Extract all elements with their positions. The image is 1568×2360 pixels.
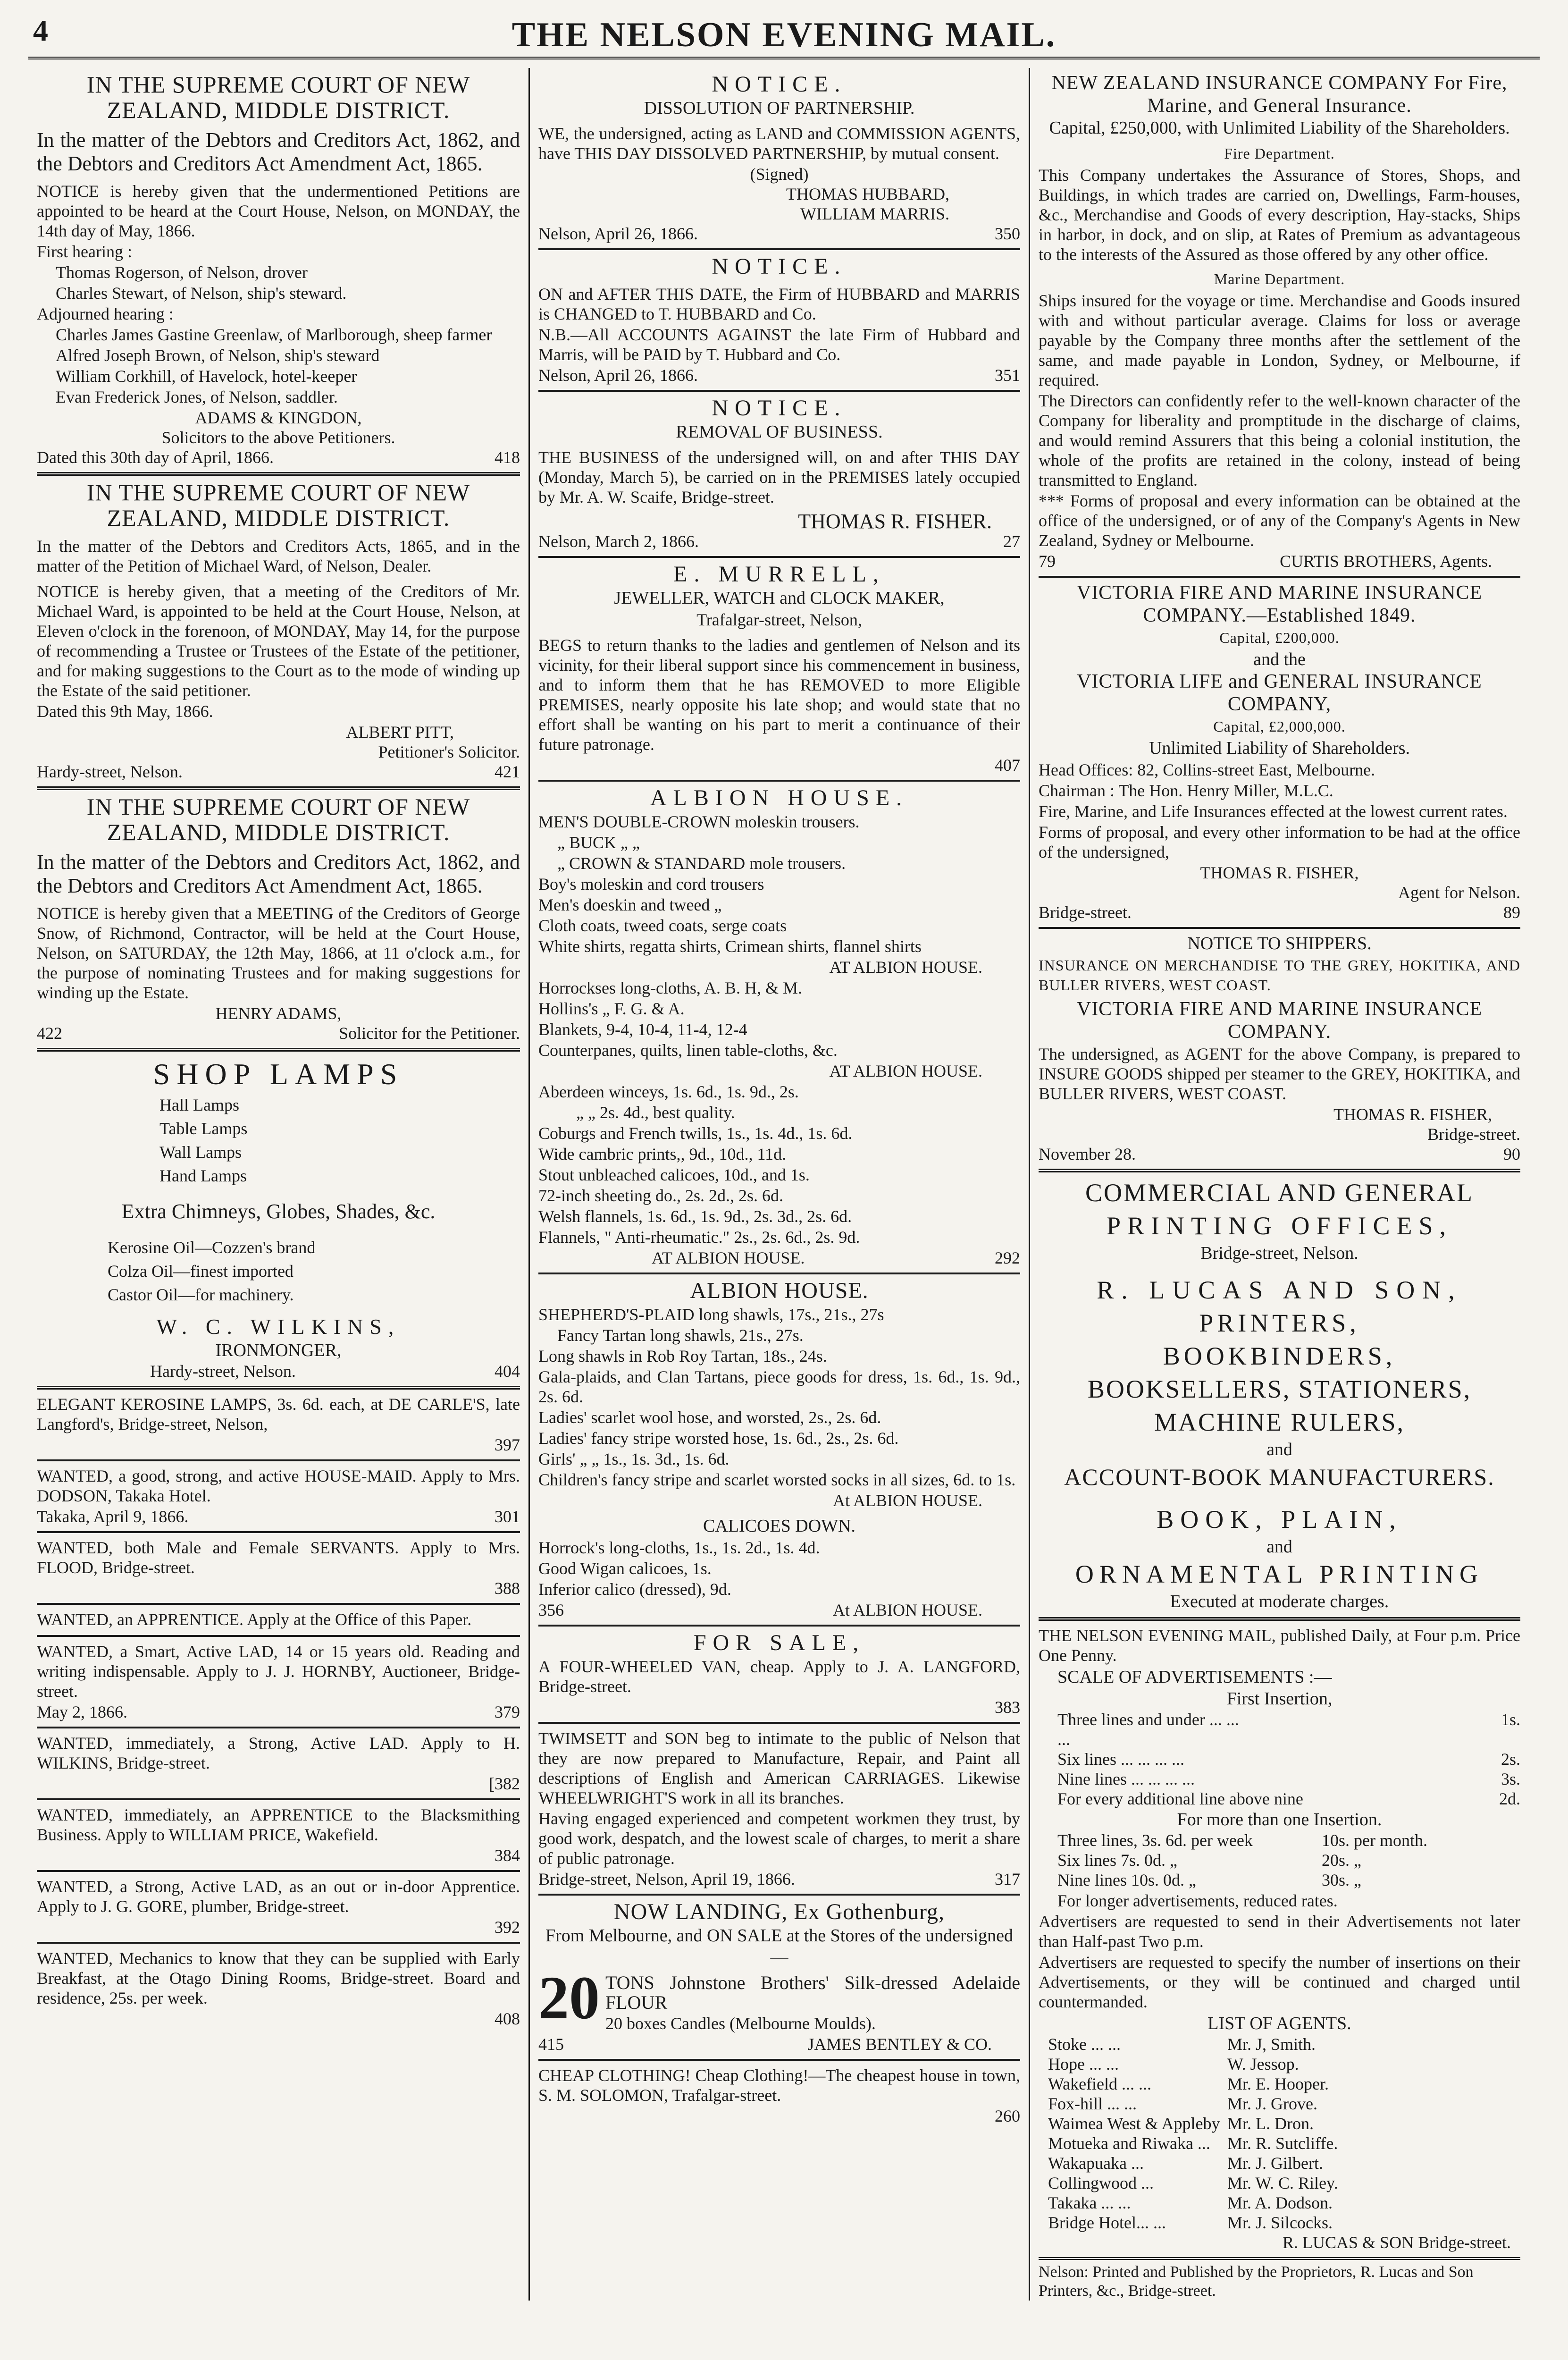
scale-heading: SCALE OF ADVERTISEMENTS :—	[1057, 1667, 1332, 1687]
wanted-ad	[37, 1872, 520, 1944]
list-item: „ BUCK „ „	[557, 833, 640, 852]
list-item: Ladies' scarlet wool hose, and worsted, 2s., 2s. 6d.	[538, 1408, 881, 1427]
list-item: White shirts, regatta shirts, Crimean shirts, flannel shirts	[538, 937, 922, 956]
big-number: 20	[538, 1972, 600, 2032]
ad-number: 89	[1503, 903, 1520, 922]
list-item: Cloth coats, tweed coats, serge coats	[538, 916, 787, 935]
ad-date: November 28.	[1039, 1145, 1136, 1163]
ad-text: Forms of proposal, and every other information to be had at the office of the undersigned,	[1039, 823, 1520, 861]
ad-subheading: INSURANCE ON MERCHANDISE TO THE GREY, HOKITIKA, AND BULLER RIVERS, WEST COAST.	[1039, 957, 1520, 994]
column-1	[28, 68, 528, 2301]
rate-value: 3s.	[1501, 1770, 1520, 1788]
head-offices: Head Offices: 82, Collins-street East, Melbourne.	[1039, 760, 1375, 779]
albion-house-ad-1	[538, 782, 1020, 1274]
rate-value: 20s. „	[1322, 1851, 1361, 1870]
ad-text: The undersigned, as AGENT for the above Company, is prepared to INSURE GOODS shipped per steamer to the GREY, HOKITIKA, and BULLER RIVERS, WEST COAST.	[1039, 1045, 1520, 1103]
list-item: Good Wigan calicoes, 1s.	[538, 1559, 712, 1578]
list-item: Counterpanes, quilts, linen table-cloths, &c.	[538, 1041, 838, 1060]
list-item: Flannels, " Anti-rheumatic." 2s., 2s. 6d., 2s. 9d.	[538, 1228, 860, 1247]
ad-number: 301	[495, 1507, 520, 1526]
list-item: Men's doeskin and tweed „	[538, 895, 722, 914]
printing-note: Executed at moderate charges.	[1170, 1592, 1389, 1611]
ad-heading: IN THE SUPREME COURT OF NEW ZEALAND, MIDDLE DISTRICT.	[86, 793, 470, 845]
ad-matter: In the matter of the Debtors and Creditors Act, 1862, and the Debtors and Creditors Act Amendment Act, 1865.	[37, 851, 520, 897]
agent-place: Hope ... ...	[1048, 2055, 1119, 2073]
ad-number: 292	[995, 1248, 1020, 1267]
agent-name: Mr. J. Grove.	[1227, 2094, 1317, 2113]
ad-heading: VICTORIA FIRE AND MARINE INSURANCE COMPANY.—Established 1849.	[1076, 582, 1483, 626]
printing-line: COMMERCIAL AND GENERAL	[1085, 1179, 1474, 1207]
printing-line: PRINTING OFFICES,	[1106, 1212, 1453, 1240]
first-insertion: First Insertion,	[1226, 1689, 1333, 1709]
agent-name: Mr. R. Sutcliffe.	[1227, 2134, 1338, 2153]
ad-capital: Capital, £2,000,000.	[1213, 718, 1346, 735]
wanted-ad	[37, 1944, 520, 2033]
list-item: Girls' „ „ 1s., 1s. 3d., 1s. 6d.	[538, 1450, 729, 1468]
list-item: Gala-plaids, and Clan Tartans, piece goods for dress, 1s. 6d., 1s. 9d., 2s. 6d.	[538, 1367, 1020, 1406]
imprint: Nelson: Printed and Published by the Proprietors, R. Lucas and Son Printers, &c., Bridge-street.	[1039, 2257, 1520, 2301]
ad-number: 408	[495, 2009, 520, 2028]
list-item: Colza Oil—finest imported	[108, 1262, 293, 1281]
at-albion-house: AT ALBION HOUSE.	[829, 1062, 982, 1080]
printing-line: ORNAMENTAL PRINTING	[1075, 1560, 1484, 1588]
firm-change-notice	[538, 250, 1020, 392]
shop-lamps-ad	[37, 1052, 520, 1390]
list-item: Inferior calico (dressed), 9d.	[538, 1580, 731, 1599]
agent-place: Wakefield ... ...	[1048, 2074, 1152, 2093]
signature-role: Petitioner's Solicitor.	[378, 742, 520, 761]
list-item: Children's fancy stripe and scarlet worsted socks in all sizes, 6d. to 1s.	[538, 1470, 1016, 1489]
notice-to-shippers-ad	[1039, 929, 1520, 1172]
rate-label: Three lines, 3s. 6d. per week	[1057, 1831, 1253, 1850]
signature-role: Agent for Nelson.	[1398, 883, 1520, 902]
list-item: MEN'S DOUBLE-CROWN moleskin trousers.	[538, 812, 860, 831]
ad-number: 392	[495, 1918, 520, 1937]
agent-place: Fox-hill ... ...	[1048, 2094, 1137, 2113]
ad-text: NOTICE is hereby given, that a meeting of the Creditors of Mr. Michael Ward, is appointed to be held at the Court House, Nelson, at Eleven o'clock in the forenoon, of MONDAY, May 14, for the purpose of recommending a Trustee or Trustees of the Estate of the petitioner, and for making suggestions to the Court as to the mode of winding up the Estate of the said petitioner.	[37, 582, 520, 700]
ad-number: 90	[1503, 1145, 1520, 1163]
agent-name: Mr. J, Smith.	[1227, 2035, 1316, 2054]
rates-table-1	[1039, 1710, 1520, 1809]
signature: THOMAS HUBBARD,	[786, 185, 949, 203]
list-item: Castor Oil—for machinery.	[108, 1285, 294, 1304]
ad-heading: NOTICE.	[712, 254, 847, 279]
rate-value: 2s.	[1501, 1750, 1520, 1769]
ad-subheading: DISSOLUTION OF PARTNERSHIP.	[644, 98, 915, 118]
ad-heading: NEW ZEALAND INSURANCE COMPANY For Fire, Marine, and General Insurance.	[1051, 72, 1508, 117]
ad-number: 350	[995, 224, 1020, 243]
signature: R. LUCAS & SON Bridge-street.	[1283, 2233, 1511, 2252]
printing-line: BOOK, PLAIN,	[1157, 1505, 1402, 1534]
nz-insurance-ad	[1039, 68, 1520, 578]
agent-name: Mr. A. Dodson.	[1227, 2193, 1333, 2212]
rate-value: 1s.	[1501, 1710, 1520, 1729]
ad-text: THE NELSON EVENING MAIL, published Daily, at Four p.m. Price One Penny.	[1039, 1626, 1520, 1665]
ad-number: 421	[495, 762, 520, 781]
dissolution-notice	[538, 68, 1020, 250]
advertising-rates	[1039, 1621, 1520, 2257]
ad-text: WANTED, a Strong, Active LAD, as an out or in-door Apprentice. Apply to J. G. GORE, plumber, Bridge-street.	[37, 1877, 520, 1916]
ad-text: WANTED, an APPRENTICE. Apply at the Office of this Paper.	[37, 1610, 472, 1629]
list-item: Boy's moleskin and cord trousers	[538, 875, 764, 893]
ad-number: 79	[1039, 552, 1056, 571]
ad-text: NOTICE is hereby given that the undermentioned Petitions are appointed to be heard at the Court House, Nelson, on MONDAY, the 14th day of May, 1866.	[37, 182, 520, 240]
ad-heading: NOTICE.	[712, 72, 847, 97]
agents-heading: LIST OF AGENTS.	[1207, 2014, 1351, 2033]
rate-label: For every additional line above nine	[1057, 1789, 1303, 1808]
list-item: Coburgs and French twills, 1s., 1s. 4d., 1s. 6d.	[538, 1124, 853, 1143]
list-item: Charles Stewart, of Nelson, ship's steward.	[56, 284, 347, 303]
ad-heading-2: VICTORIA FIRE AND MARINE INSURANCE COMPANY.	[1076, 998, 1483, 1043]
kerosine-lamps-ad	[37, 1390, 520, 1461]
ad-text: WANTED, a good, strong, and active HOUSE-MAID. Apply to Mrs. DODSON, Takaka Hotel.	[37, 1467, 520, 1505]
ad-address: Bridge-street.	[1039, 903, 1132, 922]
court-notice-1	[37, 68, 520, 476]
at-albion-house: AT ALBION HOUSE.	[829, 958, 982, 977]
ad-heading: SHOP LAMPS	[153, 1057, 404, 1091]
ad-text: WANTED, immediately, an APPRENTICE to the Blacksmithing Business. Apply to WILLIAM PRICE, Wakefield.	[37, 1805, 520, 1844]
list-item: Alfred Joseph Brown, of Nelson, ship's steward	[56, 346, 380, 365]
list-item: „ „ 2s. 4d., best quality.	[576, 1103, 735, 1122]
first-hearing-label: First hearing :	[37, 242, 132, 261]
longer-note: For longer advertisements, reduced rates.	[1057, 1891, 1338, 1910]
list-item: Stout unbleached calicoes, 10d., and 1s.	[538, 1165, 810, 1184]
ad-text: WANTED, both Male and Female SERVANTS. Apply to Mrs. FLOOD, Bridge-street.	[37, 1538, 520, 1577]
ad-text: A FOUR-WHEELED VAN, cheap. Apply to J. A. LANGFORD, Bridge-street.	[538, 1657, 1020, 1696]
agent-place: Stoke ... ...	[1048, 2035, 1121, 2054]
rate-label: Six lines 7s. 0d. „	[1057, 1851, 1178, 1870]
ad-address: Hardy-street, Nelson.	[37, 762, 183, 781]
printing-and: and	[1266, 1537, 1292, 1557]
list-item: Long shawls in Rob Roy Tartan, 18s., 24s.	[538, 1347, 827, 1365]
ad-address: Hardy-street, Nelson.	[150, 1362, 296, 1381]
agent-name: Mr. L. Dron.	[1227, 2114, 1314, 2133]
ad-text: NOTICE is hereby given that a MEETING of the Creditors of George Snow, of Richmond, Contractor, will be held at the Court House, Nelson, on SATURDAY, the 12th May, 1866, at 11 o'clock a.m., for the purpose of nominating Trustees and for making suggestions for winding up the Estate.	[37, 904, 520, 1002]
signature: THOMAS R. FISHER,	[1333, 1105, 1492, 1124]
ad-date: Takaka, April 9, 1866.	[37, 1507, 189, 1526]
ad-matter: In the matter of the Debtors and Creditors Acts, 1865, and in the matter of the Petition of Michael Ward, of Nelson, Dealer.	[37, 537, 520, 575]
rate-label: Nine lines ... ... ... ...	[1057, 1770, 1195, 1788]
ad-section-heading: Marine Department.	[1214, 270, 1345, 287]
ad-text: ON and AFTER THIS DATE, the Firm of HUBBARD and MARRIS is CHANGED to T. HUBBARD and Co.	[538, 285, 1020, 323]
list-item: Table Lamps	[159, 1119, 248, 1138]
ad-subheading: CALICOES DOWN.	[703, 1516, 855, 1536]
ad-number: 418	[495, 448, 520, 467]
ad-text: THE BUSINESS of the undersigned will, on and after THIS DAY (Monday, March 5), be carried on in the PREMISES lately occupied by Mr. A. W. Scaife, Bridge-street.	[538, 448, 1020, 506]
ad-number: 379	[495, 1703, 520, 1721]
signature: WILLIAM MARRIS.	[800, 204, 949, 223]
ad-text-2: 20 boxes Candles (Melbourne Moulds).	[605, 2014, 876, 2033]
printing-offices-ad	[1039, 1172, 1520, 1621]
ad-text: Ships insured for the voyage or time. Merchandise and Goods insured with and without particular average. Claims for loss or average payable by the Company three months after the settlement of the same, and made payable in London, Sydney, or Melbourne, if required.	[1039, 291, 1520, 389]
ad-address: Bridge-street.	[1427, 1125, 1520, 1144]
ad-date: Dated this 30th day of April, 1866.	[37, 448, 274, 467]
agent-name: W. Jessop.	[1227, 2055, 1299, 2073]
signature: HENRY ADAMS,	[215, 1004, 342, 1023]
signature: THOMAS R. FISHER,	[1200, 863, 1359, 882]
ad-heading: ALBION HOUSE.	[690, 1278, 869, 1303]
wanted-ad	[37, 1461, 520, 1533]
printing-address: Bridge-street, Nelson.	[1200, 1243, 1358, 1263]
ad-number: 388	[495, 1579, 520, 1598]
advertiser-note: Advertisers are requested to send in their Advertisements not later than Half-past Two p.m.	[1039, 1912, 1520, 1951]
wanted-ad	[37, 1605, 520, 1637]
ad-number: [382	[489, 1774, 520, 1793]
agent-place: Takaka ... ...	[1048, 2193, 1131, 2212]
list-item: Ladies' fancy stripe worsted hose, 1s. 6d., 2s., 2s. 6d.	[538, 1429, 899, 1448]
ad-extra: Extra Chimneys, Globes, Shades, &c.	[121, 1200, 436, 1223]
ad-and: and the	[1253, 649, 1306, 669]
ad-heading: NOTICE TO SHIPPERS.	[1187, 934, 1372, 953]
court-notice-3	[37, 790, 520, 1052]
ad-subheading: REMOVAL OF BUSINESS.	[676, 422, 883, 442]
list-item: Blankets, 9-4, 10-4, 11-4, 12-4	[538, 1020, 747, 1039]
signature: CURTIS BROTHERS, Agents.	[1280, 552, 1492, 571]
printing-line: BOOKBINDERS,	[1163, 1342, 1396, 1370]
signed-label: (Signed)	[750, 165, 809, 184]
agent-place: Wakapuaka ...	[1048, 2154, 1144, 2173]
ad-number: 351	[995, 366, 1020, 385]
printing-line: R. LUCAS AND SON,	[1097, 1276, 1462, 1304]
ad-trade: IRONMONGER,	[215, 1340, 342, 1360]
rate-label: Six lines ... ... ... ...	[1057, 1750, 1185, 1769]
ad-text-2: Having engaged experienced and competent workmen they trust, by good work, despatch, and the lowest scale of charges, to merit a share of public patronage.	[538, 1809, 1020, 1868]
list-item: William Corkhill, of Havelock, hotel-keeper	[56, 367, 357, 386]
ad-text: *** Forms of proposal and every information can be obtained at the office of the undersigned, or of any of the Company's Agents in New Zealand, Sydney or Melbourne.	[1039, 491, 1520, 550]
murrell-jeweller-ad	[538, 558, 1020, 782]
agent-place: Bridge Hotel... ...	[1048, 2213, 1166, 2232]
ad-number: 415	[538, 2035, 564, 2054]
list-item: Fancy Tartan long shawls, 21s., 27s.	[557, 1326, 804, 1345]
list-item: „ CROWN & STANDARD mole trousers.	[557, 854, 846, 873]
list-item: Hall Lamps	[159, 1096, 239, 1114]
ad-text: WE, the undersigned, acting as LAND and COMMISSION AGENTS, have THIS DAY DISSOLVED PARTNERSHIP, by mutual consent.	[538, 124, 1020, 163]
ad-text: ELEGANT KEROSINE LAMPS, 3s. 6d. each, at DE CARLE'S, late Langford's, Bridge-street, Nelson,	[37, 1395, 520, 1433]
ad-text: TONS Johnstone Brothers' Silk-dressed Adelaide FLOUR	[605, 1972, 1020, 2013]
ad-number: 317	[995, 1870, 1020, 1888]
ad-subheading: JEWELLER, WATCH and CLOCK MAKER,	[614, 588, 945, 608]
ad-number: 404	[495, 1362, 520, 1381]
ad-date: Dated this 9th May, 1866.	[37, 702, 213, 721]
ad-text: WANTED, immediately, a Strong, Active LAD. Apply to H. WILKINS, Bridge-street.	[37, 1734, 520, 1772]
rate-value: 2d.	[1499, 1789, 1520, 1808]
wanted-ad	[37, 1800, 520, 1872]
agent-place: Collingwood ...	[1048, 2174, 1154, 2192]
rate-value: 10s. per month.	[1322, 1831, 1427, 1850]
more-insertion: For more than one Insertion.	[1177, 1810, 1382, 1829]
signature: ADAMS & KINGDON,	[195, 408, 362, 427]
ad-heading-2: VICTORIA LIFE and GENERAL INSURANCE COMPANY,	[1077, 671, 1482, 715]
ad-number: 27	[1003, 532, 1020, 551]
rates-table-2	[1039, 1830, 1520, 1890]
twimsett-carriages-ad	[538, 1724, 1020, 1896]
ad-number: 356	[538, 1601, 564, 1619]
rate-label: Nine lines 10s. 0d. „	[1057, 1871, 1196, 1889]
list-item: Charles James Gastine Greenlaw, of Marlborough, sheep farmer	[56, 325, 492, 344]
printing-line: BOOKSELLERS, STATIONERS,	[1087, 1375, 1472, 1403]
ad-date: Nelson, March 2, 1866.	[538, 532, 699, 551]
list-item: Horrockses long-cloths, A. B. H, & M.	[538, 978, 802, 997]
agent-name: Mr. J. Gilbert.	[1227, 2154, 1323, 2173]
agents-list	[1039, 2034, 1520, 2233]
ad-heading: ALBION HOUSE.	[650, 785, 909, 810]
at-albion-house: AT ALBION HOUSE.	[652, 1248, 805, 1267]
ad-heading: E. MURRELL,	[673, 562, 885, 587]
ad-text: TWIMSETT and SON beg to intimate to the public of Nelson that they are now prepared to Manufacture, Repair, and Paint all descriptions of English and American CARRIAGES. Likewise WHEELWRIGHT'S work in all its branches.	[538, 1729, 1020, 1807]
ad-text: The Directors can confidently refer to the well-known character of the Company for liberality and promptitude in the discharge of claims, and would remind Assurers that this being a colonial institution, the whole of the profits are retained in the colony, instead of being transmitted to England.	[1039, 391, 1520, 489]
printing-line: ACCOUNT-BOOK MANUFACTURERS.	[1064, 1464, 1495, 1490]
victoria-insurance-ad	[1039, 578, 1520, 929]
page-number: 4	[33, 14, 48, 47]
printing-and: and	[1266, 1440, 1292, 1459]
ad-matter: In the matter of the Debtors and Creditors Act, 1862, and the Debtors and Creditors Act Amendment Act, 1865.	[37, 128, 520, 175]
ad-number: 383	[995, 1698, 1020, 1717]
ad-text: Fire, Marine, and Life Insurances effected at the lowest current rates.	[1039, 802, 1508, 821]
list-item: Thomas Rogerson, of Nelson, drover	[56, 263, 308, 282]
list-item: Wall Lamps	[159, 1143, 242, 1162]
at-albion-house: At ALBION HOUSE.	[832, 1601, 982, 1619]
wanted-ad	[37, 1533, 520, 1605]
chairman: Chairman : The Hon. Henry Miller, M.L.C.	[1039, 781, 1333, 800]
newspaper-title: THE NELSON EVENING MAIL.	[511, 16, 1057, 54]
ad-date: Nelson, April 26, 1866.	[538, 224, 698, 243]
ad-number: 407	[995, 756, 1020, 775]
ad-capital: Capital, £250,000, with Unlimited Liability of the Shareholders.	[1049, 118, 1510, 138]
list-item: Hollins's „ F. G. & A.	[538, 999, 685, 1018]
signature: JAMES BENTLEY & CO.	[807, 2035, 992, 2054]
agent-name: Mr. E. Hooper.	[1227, 2074, 1329, 2093]
now-landing-ad	[538, 1896, 1020, 2061]
ad-text: WANTED, Mechanics to know that they can be supplied with Early Breakfast, at the Otago Dining Rooms, Bridge-street. Board and residence, 25s. per week.	[37, 1949, 520, 2007]
signature: THOMAS R. FISHER.	[798, 510, 992, 533]
cheap-clothing-ad	[538, 2061, 1020, 2131]
ad-subheading: From Melbourne, and ON SALE at the Stores of the undersigned—	[545, 1926, 1013, 1967]
advertiser-note: Advertisers are requested to specify the number of insertions on their Advertisements, or they will be continued and charged until countermanded.	[1039, 1953, 1520, 2011]
ad-name: W. C. WILKINS,	[156, 1315, 401, 1339]
ad-number: 384	[495, 1846, 520, 1865]
printing-line: MACHINE RULERS,	[1154, 1408, 1405, 1436]
column-3	[1029, 68, 1529, 2301]
ad-heading: FOR SALE,	[693, 1630, 865, 1655]
list-item: Aberdeen winceys, 1s. 6d., 1s. 9d., 2s.	[538, 1082, 799, 1101]
ad-text: WANTED, a Smart, Active LAD, 14 or 15 years old. Reading and writing indispensable. Apply to J. J. HORNBY, Auctioneer, Bridge-street.	[37, 1642, 520, 1701]
ad-date: Nelson, April 26, 1866.	[538, 366, 698, 385]
signature-role: Solicitor for the Petitioner.	[339, 1024, 520, 1043]
signature-role: Solicitors to the above Petitioners.	[161, 428, 395, 447]
agent-name: Mr. W. C. Riley.	[1227, 2174, 1338, 2192]
list-item: Wide cambric prints,, 9d., 10d., 11d.	[538, 1145, 787, 1163]
list-item: SHEPHERD'S-PLAID long shawls, 17s., 21s., 27s	[538, 1305, 884, 1324]
ad-nb: N.B.—All ACCOUNTS AGAINST the late Firm of Hubbard and Marris, will be PAID by T. Hubbard and Co.	[538, 325, 1020, 364]
at-albion-house: At ALBION HOUSE.	[832, 1491, 982, 1510]
ad-number: 397	[495, 1435, 520, 1454]
printing-line: PRINTERS,	[1199, 1309, 1360, 1337]
ad-liability: Unlimited Liability of Shareholders.	[1149, 738, 1410, 758]
ad-heading: IN THE SUPREME COURT OF NEW ZEALAND, MIDDLE DISTRICT.	[86, 71, 470, 123]
ad-date: May 2, 1866.	[37, 1703, 127, 1721]
list-item: Hand Lamps	[159, 1166, 247, 1185]
ad-number: 260	[995, 2107, 1020, 2125]
rate-value: 30s. „	[1322, 1871, 1361, 1889]
list-item: 72-inch sheeting do., 2s. 2d., 2s. 6d.	[538, 1186, 783, 1205]
adjourned-hearing-label: Adjourned hearing :	[37, 304, 174, 323]
list-item: Evan Frederick Jones, of Nelson, saddler.	[56, 388, 338, 406]
rate-label: Three lines and under ... ... ...	[1057, 1710, 1239, 1749]
ad-date: Bridge-street, Nelson, April 19, 1866.	[538, 1870, 795, 1888]
ad-address: Trafalgar-street, Nelson,	[696, 610, 862, 629]
list-item: Welsh flannels, 1s. 6d., 1s. 9d., 2s. 3d., 2s. 6d.	[538, 1207, 852, 1226]
list-item: Horrock's long-cloths, 1s., 1s. 2d., 1s. 4d.	[538, 1538, 820, 1557]
wanted-ad	[37, 1637, 520, 1728]
albion-house-ad-2	[538, 1274, 1020, 1627]
wanted-ad	[37, 1728, 520, 1800]
removal-notice	[538, 392, 1020, 558]
signature: ALBERT PITT,	[346, 723, 454, 742]
ad-heading: NOTICE.	[712, 396, 847, 421]
for-sale-ad	[538, 1627, 1020, 1724]
ad-capital: Capital, £200,000.	[1219, 629, 1340, 646]
agent-place: Motueka and Riwaka ...	[1048, 2134, 1210, 2153]
ad-heading: IN THE SUPREME COURT OF NEW ZEALAND, MIDDLE DISTRICT.	[86, 479, 470, 531]
ad-text: CHEAP CLOTHING! Cheap Clothing!—The cheapest house in town, S. M. SOLOMON, Trafalgar-street.	[538, 2066, 1020, 2105]
list-item: Kerosine Oil—Cozzen's brand	[108, 1238, 316, 1257]
masthead	[28, 13, 1540, 59]
ad-heading: NOW LANDING, Ex Gothenburg,	[613, 1899, 945, 1924]
ad-section-heading: Fire Department.	[1224, 145, 1335, 162]
agent-place: Waimea West & Appleby	[1048, 2114, 1220, 2133]
ad-text: BEGS to return thanks to the ladies and gentlemen of Nelson and its vicinity, for their liberal support since his commencement in business, and to inform them that he has REMOVED to more Eligible PREMISES, nearly opposite his late shop; and would state that no effort shall be wanting on his part to merit a continuance of their future patronage.	[538, 636, 1020, 754]
columns	[28, 68, 1540, 2301]
court-notice-2	[37, 476, 520, 790]
agent-name: Mr. J. Silcocks.	[1227, 2213, 1333, 2232]
ad-number: 422	[37, 1024, 62, 1043]
ad-text: This Company undertakes the Assurance of Stores, Shops, and Buildings, in which trades are carried on, Dwellings, Farm-houses, &c., Merchandise and Goods of every description, Hay-stacks, Ships in harbor, in dock, and on slip, at Rates of Premium as advantageous to the interests of the Assured as those offered by any other office.	[1039, 166, 1520, 264]
column-2	[528, 68, 1029, 2301]
